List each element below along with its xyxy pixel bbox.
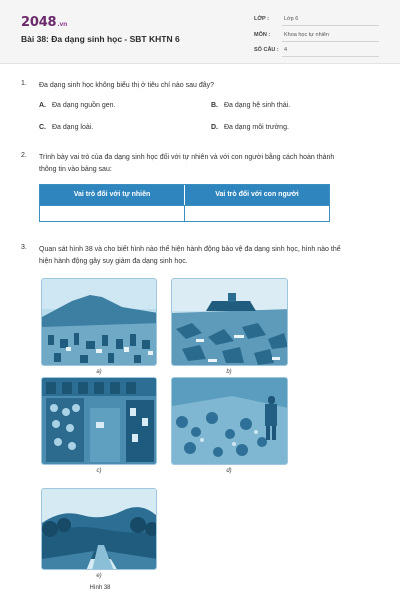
page-header [0,0,400,64]
answer-table [39,184,330,222]
option-letter: B. [211,102,218,109]
question-1-number: 1. [21,80,27,87]
figure-photo-c [41,377,157,465]
question-3-line-2: hiện hành động gây suy giảm đa dạng sinh học. [39,258,188,265]
meta-count-value: 4 [284,47,288,53]
caption-b: b) [226,369,232,375]
q1-option-b[interactable] [211,102,290,109]
logo-text: 2048 [21,15,57,30]
question-3-number: 3. [21,244,27,251]
logo-tld: .vn [57,21,68,28]
option-text: Đa dạng nguồn gen. [52,102,116,109]
q1-option-d[interactable] [211,124,289,131]
option-letter: D. [211,124,218,131]
caption-c: c) [96,468,102,474]
meta-subject-label: MÔN : [254,32,271,38]
figure-caption: Hình 38 [89,585,111,591]
meta-divider [282,41,379,42]
question-3-line-1: Quan sát hình 38 và cho biết hình nào thể hiện hành động bảo vệ đa dạng sinh học, hình nào thể [39,246,341,253]
option-text: Đa dạng môi trường. [224,124,289,131]
photo-e-image [42,489,157,570]
meta-subject-value: Khoa học tự nhiên [284,32,329,38]
option-text: Đa dạng hệ sinh thái. [224,102,291,109]
figure-photo-b [171,278,288,366]
table-cell-human[interactable] [185,205,329,221]
meta-class-label: LỚP : [254,16,269,22]
caption-d: d) [226,468,232,474]
meta-divider [282,56,379,57]
caption-a: a) [96,369,102,375]
question-2-line-1: Trình bày vai trò của đa dạng sinh học đối với tự nhiên và với con người bằng cách hoàn thành [39,154,335,161]
figure-photo-a [41,278,157,366]
meta-class-value: Lớp 6 [284,16,299,22]
option-text: Đa dạng loài. [52,124,94,131]
document-title: Bài 38: Đa dạng sinh học - SBT KHTN 6 [21,34,180,44]
table-cell-nature[interactable] [40,205,185,221]
question-2-line-2: thông tin vào bảng sau: [39,166,112,173]
meta-count-row [254,44,379,57]
q1-option-a[interactable] [39,102,115,109]
question-2-number: 2. [21,152,27,159]
photo-c-image [42,378,157,465]
figure-photo-d [171,377,288,465]
figure-photo-e [41,488,157,570]
meta-count-label: SỐ CÂU : [254,47,279,53]
table-header-nature: Vai trò đối với tự nhiên [40,185,185,205]
photo-b-image [172,279,288,366]
option-letter: C. [39,124,46,131]
table-header-human: Vai trò đối với con người [185,185,329,205]
site-logo[interactable] [21,15,67,30]
photo-a-image [42,279,157,366]
photo-d-image [172,378,288,465]
meta-subject-row [254,29,379,42]
meta-divider [282,25,379,26]
question-1-text: Đa dạng sinh học không biểu thị ở tiêu chí nào sau đây? [39,82,215,89]
option-letter: A. [39,102,46,109]
meta-class-row [254,13,379,26]
q1-option-c[interactable] [39,124,93,131]
caption-e: e) [96,573,102,579]
